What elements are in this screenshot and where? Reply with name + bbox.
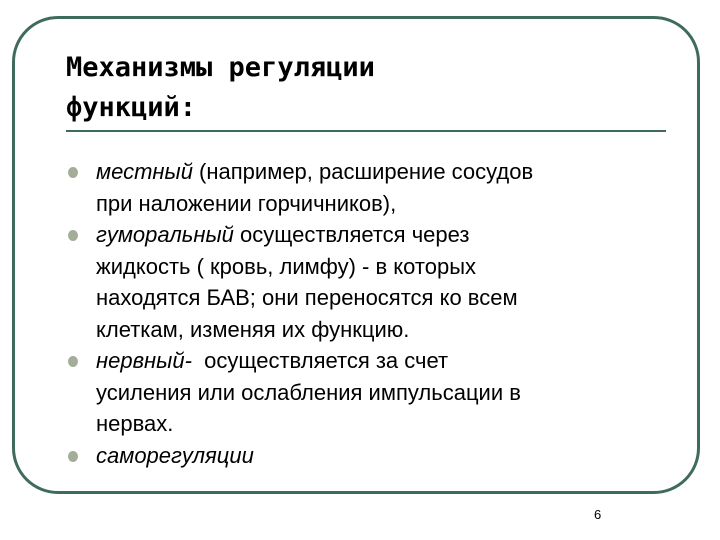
bullet-line (96, 219, 666, 251)
bullet-line: при наложении горчичников), (96, 190, 397, 216)
bullet-line: находятся БАВ; они переносятся ко всем (96, 285, 518, 310)
bullet-text: осуществляется через (233, 222, 470, 247)
bullet-item-humoral (66, 219, 666, 345)
bullet-item-local (66, 156, 666, 219)
bullet-line: клеткам, изменяя их функцию. (96, 316, 410, 342)
bullet-line: жидкость ( кровь, лимфу) - в которых (96, 253, 477, 279)
bullet-item-self-regulation (66, 440, 666, 472)
bullet-line: нервах. (96, 411, 174, 436)
bullet-dot-icon (68, 167, 78, 178)
bullet-term: местный (96, 159, 193, 184)
bullet-line (96, 156, 666, 188)
page-number: 6 (594, 507, 602, 522)
bullet-list (66, 156, 666, 471)
bullet-text: (например, расширение сосудов (192, 159, 534, 184)
title-line: функций: (66, 92, 197, 123)
title-line: Механизмы регуляции (66, 52, 375, 83)
bullet-text: осуществляется за счет (191, 348, 449, 373)
slide-title (66, 48, 666, 128)
bullet-term: саморегуляции (96, 442, 254, 468)
bullet-dot-icon (68, 451, 78, 462)
bullet-line: усиления или ослабления импульсации в (96, 379, 521, 405)
title-divider (66, 130, 666, 132)
bullet-term: гуморальный (96, 222, 234, 247)
bullet-dot-icon (68, 356, 78, 367)
bullet-item-nervous (66, 345, 666, 440)
bullet-line (96, 345, 666, 377)
bullet-term: нервный- (96, 348, 192, 373)
bullet-dot-icon (68, 230, 78, 241)
bullet-line (96, 440, 666, 472)
